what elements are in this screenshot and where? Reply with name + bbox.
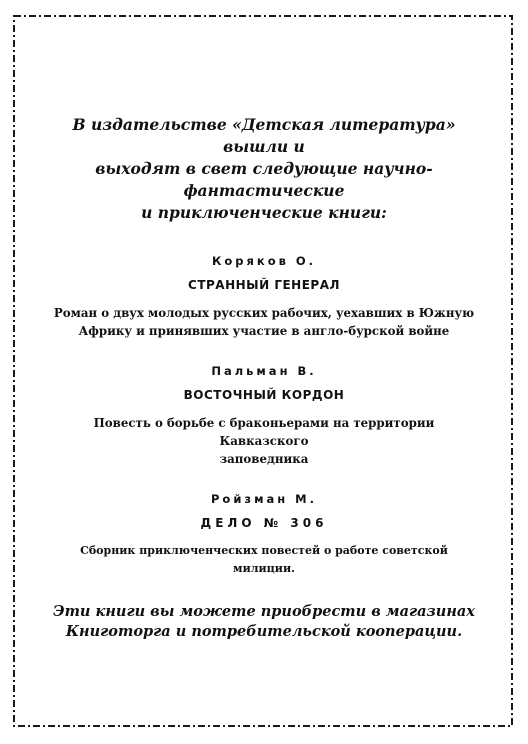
book-entry <box>50 254 478 340</box>
book-title: СТРАННЫЙ ГЕНЕРАЛ <box>188 278 340 292</box>
description-line: Повесть о борьбе с браконьерами на территории Кавказского <box>93 416 435 448</box>
book-description <box>50 414 478 468</box>
book-entry <box>50 492 478 578</box>
book-author: Коряков О. <box>211 254 317 268</box>
book-description <box>50 542 478 578</box>
book-author: Пальман В. <box>211 364 317 378</box>
intro-line: выходят в свет следующие научно-фантастические <box>95 159 433 200</box>
description-line: заповедника <box>219 452 309 466</box>
intro-line: и приключенческие книги: <box>141 203 387 222</box>
closing-line: Эти книги вы можете приобрести в магазинах <box>53 603 475 620</box>
description-line: Африку и принявших участие в англо-бурской войне <box>78 324 450 338</box>
intro-paragraph <box>50 114 478 224</box>
book-title: ВОСТОЧНЫЙ КОРДОН <box>183 388 345 402</box>
announcement <box>50 114 478 642</box>
book-title: ДЕЛО № 306 <box>200 516 328 530</box>
intro-line: В издательстве «Детская литература» вышли и <box>72 115 456 156</box>
description-line: Роман о двух молодых русских рабочих, уехавших в Южную <box>53 306 475 320</box>
book-author: Ройзман М. <box>211 492 317 506</box>
description-line: Сборник приключенческих повестей о работе советской милиции. <box>80 544 448 575</box>
book-entry <box>50 364 478 468</box>
closing-paragraph <box>50 602 478 642</box>
book-description <box>50 304 478 340</box>
closing-line: Книготорга и потребительской кооперации. <box>65 623 463 640</box>
